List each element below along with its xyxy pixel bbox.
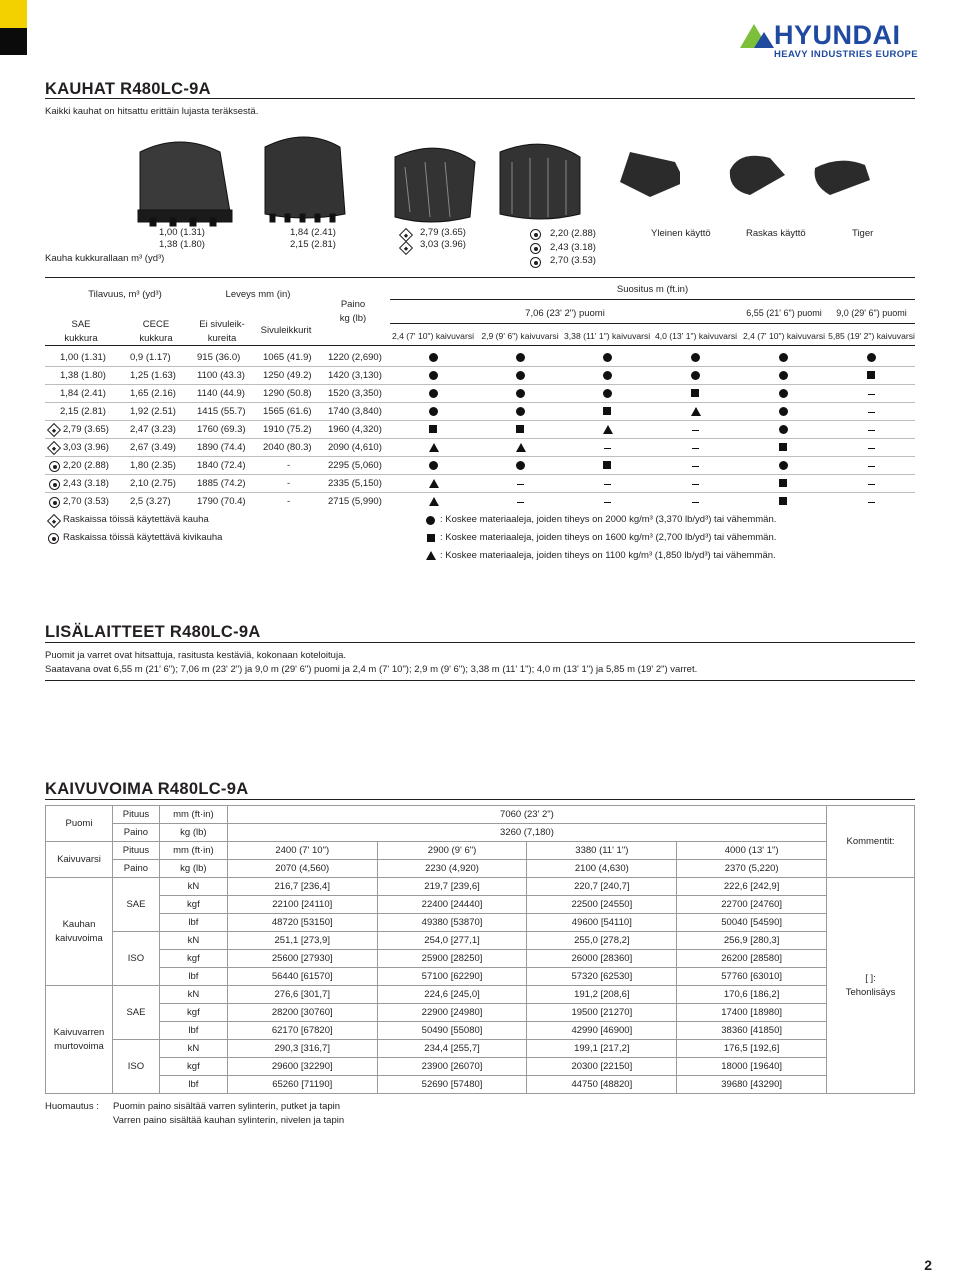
- cell-no-side: 1760 (69.3): [197, 424, 246, 435]
- dot-mark-icon: [603, 389, 612, 398]
- square-mark-icon: [603, 461, 611, 469]
- tooth-tiger-icon: [815, 161, 870, 195]
- dash-mark-icon: [517, 484, 524, 485]
- diamond-icon: [47, 423, 61, 437]
- arm-force-value: 17400 [18980]: [677, 1004, 827, 1022]
- cell-no-side: 1890 (74.4): [197, 442, 246, 453]
- arm-force-value: 42990 [46900]: [527, 1022, 677, 1040]
- arm-force-value: 52690 [57480]: [377, 1076, 527, 1094]
- arm-header: 2,4 (7' 10") kaivuvarsi: [391, 331, 475, 341]
- dash-mark-icon: [868, 430, 875, 431]
- dash-mark-icon: [692, 484, 699, 485]
- cell-sae: 2,43 (3.18): [63, 478, 109, 489]
- brand-sub: HEAVY INDUSTRIES EUROPE: [774, 49, 918, 60]
- bucket-force-value: 222,6 [242,9]: [677, 878, 827, 896]
- dash-mark-icon: [692, 466, 699, 467]
- arm-length: 3380 (11' 1"): [527, 842, 677, 860]
- cell-sae: 2,79 (3.65): [63, 424, 109, 435]
- cell-side: 2040 (80.3): [263, 442, 312, 453]
- cell-sae: 2,15 (2.81): [60, 406, 106, 417]
- unit-kg: kg (lb): [159, 860, 227, 878]
- square-mark-icon: [867, 371, 875, 379]
- bucket-force-value: 219,7 [239,6]: [377, 878, 527, 896]
- arm-force-value: 224,6 [245,0]: [377, 986, 527, 1004]
- arm-force-value: 62170 [67820]: [227, 1022, 377, 1040]
- arm-force-value: 38360 [41850]: [677, 1022, 827, 1040]
- unit-force: kgf: [159, 896, 227, 914]
- table-row: [46, 878, 915, 896]
- cell-sae: 2,20 (2.88): [63, 460, 109, 471]
- dash-mark-icon: [692, 430, 699, 431]
- legend-diamond: Raskaissa töissä käytettävä kauha: [63, 514, 209, 525]
- cell-sae: 2,70 (3.53): [63, 496, 109, 507]
- dash-mark-icon: [517, 502, 524, 503]
- brackets-label: [ ]: Tehonlisäys: [827, 878, 915, 1094]
- arm-length: 2400 (7' 10"): [227, 842, 377, 860]
- bucket-force-value: 25900 [28250]: [377, 950, 527, 968]
- unit-force: lbf: [159, 968, 227, 986]
- cell-sae: 3,03 (3.96): [63, 442, 109, 453]
- cell-side: 1910 (75.2): [263, 424, 312, 435]
- unit-force: lbf: [159, 914, 227, 932]
- note-label: Huomautus :: [45, 1101, 99, 1112]
- bucket-force-value: 216,7 [236,4]: [227, 878, 377, 896]
- dash-mark-icon: [692, 502, 699, 503]
- arm-force-value: 176,5 [192,6]: [677, 1040, 827, 1058]
- square-mark-icon: [691, 389, 699, 397]
- bucket-force-value: 22700 [24760]: [677, 896, 827, 914]
- bucket-force-value: 26000 [28360]: [527, 950, 677, 968]
- cell-no-side: 1100 (43.3): [197, 370, 245, 381]
- dash-mark-icon: [868, 448, 875, 449]
- table-row: [46, 986, 915, 1004]
- bucket-force-value: 256,9 [280,3]: [677, 932, 827, 950]
- unit-force: kN: [159, 932, 227, 950]
- cell-side: -: [287, 460, 291, 471]
- col-no-side: Ei sivuleik- kureita: [192, 318, 252, 346]
- col-side: Sivuleikkurit: [255, 325, 317, 336]
- dash-mark-icon: [868, 502, 875, 503]
- boom-weight: 3260 (7,180): [227, 824, 826, 842]
- bucket-force-value: 220,7 [240,7]: [527, 878, 677, 896]
- col-weight: Paino kg (lb): [322, 298, 384, 326]
- square-mark-icon: [779, 479, 787, 487]
- digging-title: KAIVUVOIMA R480LC-9A: [45, 780, 249, 798]
- dash-mark-icon: [692, 448, 699, 449]
- standard-iso: ISO: [112, 1040, 159, 1094]
- col-sae: SAE kukkura: [45, 318, 117, 346]
- arm-header: 4,0 (13' 1") kaivuvarsi: [652, 331, 740, 341]
- cell-weight: 2715 (5,990): [328, 496, 382, 507]
- diamond-icon: [47, 441, 61, 455]
- bullseye-icon: [49, 461, 60, 472]
- dash-mark-icon: [604, 502, 611, 503]
- cell-cece: 1,65 (2.16): [130, 388, 176, 399]
- triangle-mark-icon: [603, 425, 613, 434]
- unit-force: kgf: [159, 1058, 227, 1076]
- dot-mark-icon: [516, 407, 525, 416]
- dot-mark-icon: [779, 353, 788, 362]
- bullseye-icon: [49, 479, 60, 490]
- bucket-force-value: 50040 [54590]: [677, 914, 827, 932]
- dot-icon: [426, 516, 435, 525]
- bucket-caption: Kauha kukkurallaan m³ (yd³): [45, 253, 165, 264]
- group4-list: 2,20 (2.88) 2,43 (3.18) 2,70 (3.53): [550, 228, 596, 266]
- page-number: 2: [924, 1257, 932, 1273]
- cell-side: 1565 (61.6): [263, 406, 312, 417]
- square-mark-icon: [516, 425, 524, 433]
- bucket-force-value: 49600 [54110]: [527, 914, 677, 932]
- triangle-mark-icon: [691, 407, 701, 416]
- arm-length: 4000 (13' 1"): [677, 842, 827, 860]
- dot-mark-icon: [429, 461, 438, 470]
- legend-square: : Koskee materiaaleja, joiden tiheys on 1600 kg/m³ (2,700 lb/yd³) tai vähemmän.: [440, 532, 777, 543]
- cell-weight: 1960 (4,320): [328, 424, 382, 435]
- cell-cece: 2,47 (3.23): [130, 424, 176, 435]
- cell-cece: 2,67 (3.49): [130, 442, 176, 453]
- triangle-mark-icon: [429, 497, 439, 506]
- arm-header: 3,38 (11' 1") kaivuvarsi: [564, 331, 651, 341]
- unit-force: kgf: [159, 1004, 227, 1022]
- unit-force: lbf: [159, 1076, 227, 1094]
- table-row: [46, 806, 915, 824]
- bucket-images: [120, 122, 680, 232]
- dot-mark-icon: [779, 371, 788, 380]
- rock-bucket-icon: [500, 144, 580, 219]
- cell-no-side: 1840 (72.4): [197, 460, 246, 471]
- dot-mark-icon: [691, 371, 700, 380]
- boom-7-06: 7,06 (23' 2") puomi: [390, 308, 740, 319]
- heavy-bucket-icon: [265, 137, 345, 222]
- cell-sae: 1,00 (1.31): [60, 352, 106, 363]
- arm-weight: 2070 (4,560): [227, 860, 377, 878]
- square-mark-icon: [603, 407, 611, 415]
- bucket-force-value: 26200 [28580]: [677, 950, 827, 968]
- bucket-force-value: 254,0 [277,1]: [377, 932, 527, 950]
- dash-mark-icon: [868, 466, 875, 467]
- square-mark-icon: [779, 497, 787, 505]
- note-line1: Puomin paino sisältää varren sylinterin, putket ja tapin: [113, 1101, 341, 1112]
- col-capacity: Tilavuus, m³ (yd³): [45, 289, 205, 300]
- dash-mark-icon: [868, 412, 875, 413]
- table-row: [46, 1058, 915, 1076]
- cell-weight: 1220 (2,690): [328, 352, 382, 363]
- table-row: [46, 1040, 915, 1058]
- row-label-bucket-force: Kauhan kaivuvoima: [46, 878, 113, 986]
- brand-name: HYUNDAI: [774, 20, 901, 50]
- table-row: [46, 968, 915, 986]
- dot-mark-icon: [779, 389, 788, 398]
- cell-side: 1065 (41.9): [263, 352, 312, 363]
- cell-cece: 1,25 (1.63): [130, 370, 176, 381]
- group2-list: 1,84 (2.41) 2,15 (2.81): [290, 227, 336, 250]
- param-weight: Paino: [112, 860, 159, 878]
- standard-iso: ISO: [112, 932, 159, 986]
- table-row: [46, 860, 915, 878]
- unit-force: lbf: [159, 1022, 227, 1040]
- boom-6-55: 6,55 (21' 6") puomi: [742, 308, 826, 318]
- dot-mark-icon: [429, 389, 438, 398]
- dot-mark-icon: [603, 371, 612, 380]
- square-icon: [427, 534, 435, 542]
- cell-no-side: 915 (36.0): [197, 352, 241, 363]
- cell-side: 1250 (49.2): [263, 370, 312, 381]
- arm-force-value: 191,2 [208,6]: [527, 986, 677, 1004]
- unit-mm: mm (ft·in): [159, 806, 227, 824]
- bucket-force-value: 22400 [24440]: [377, 896, 527, 914]
- dash-mark-icon: [604, 484, 611, 485]
- group3-list: 2,79 (3.65) 3,03 (3.96): [420, 227, 466, 250]
- table-row: [46, 950, 915, 968]
- arm-force-value: 234,4 [255,7]: [377, 1040, 527, 1058]
- triangle-mark-icon: [429, 443, 439, 452]
- cell-cece: 2,5 (3.27): [130, 496, 171, 507]
- arm-force-value: 28200 [30760]: [227, 1004, 377, 1022]
- bullseye-icon: [48, 533, 59, 544]
- arm-header: 5,85 (19' 2") kaivuvarsi: [828, 331, 915, 341]
- legend-dot: : Koskee materiaaleja, joiden tiheys on 2000 kg/m³ (3,370 lb/yd³) tai vähemmän.: [440, 514, 777, 525]
- table-row: [46, 1004, 915, 1022]
- square-mark-icon: [429, 425, 437, 433]
- cell-side: -: [287, 496, 291, 507]
- table-row: [46, 1022, 915, 1040]
- tooth-images: [720, 140, 900, 210]
- dot-mark-icon: [867, 353, 876, 362]
- cell-no-side: 1790 (70.4): [197, 496, 246, 507]
- cell-cece: 0,9 (1.17): [130, 352, 171, 363]
- digging-force-table: [45, 805, 915, 1094]
- cell-weight: 1420 (3,130): [328, 370, 382, 381]
- heavy-duty-bucket-icon: [395, 148, 475, 222]
- bucket-force-value: 57100 [62290]: [377, 968, 527, 986]
- arm-force-value: 23900 [26070]: [377, 1058, 527, 1076]
- arm-force-value: 22900 [24980]: [377, 1004, 527, 1022]
- bucket-force-value: 49380 [53870]: [377, 914, 527, 932]
- standard-sae: SAE: [112, 986, 159, 1040]
- arm-force-value: 39680 [43290]: [677, 1076, 827, 1094]
- group1-list: 1,00 (1.31) 1,38 (1.80): [159, 227, 205, 250]
- legend-triangle: : Koskee materiaaleja, joiden tiheys on 1100 kg/m³ (1,850 lb/yd³) tai vähemmän.: [440, 550, 776, 561]
- dot-mark-icon: [779, 407, 788, 416]
- bucket-force-value: 56440 [61570]: [227, 968, 377, 986]
- arm-force-value: 199,1 [217,2]: [527, 1040, 677, 1058]
- bucket-force-value: 48720 [53150]: [227, 914, 377, 932]
- cell-weight: 2295 (5,060): [328, 460, 382, 471]
- param-length: Pituus: [112, 806, 159, 824]
- table-row: [46, 932, 915, 950]
- cell-cece: 1,92 (2.51): [130, 406, 176, 417]
- attachments-line1: Puomit ja varret ovat hitsattuja, rasitusta kestäviä, kokonaan koteloituja.: [45, 650, 346, 661]
- param-length: Pituus: [112, 842, 159, 860]
- square-mark-icon: [779, 443, 787, 451]
- arm-force-value: 290,3 [316,7]: [227, 1040, 377, 1058]
- cell-weight: 1520 (3,350): [328, 388, 382, 399]
- unit-kg: kg (lb): [159, 824, 227, 842]
- tooth-general-icon: [620, 152, 680, 197]
- dash-mark-icon: [868, 394, 875, 395]
- cell-cece: 1,80 (2.35): [130, 460, 176, 471]
- cell-sae: 1,38 (1.80): [60, 370, 106, 381]
- arm-force-value: 19500 [21270]: [527, 1004, 677, 1022]
- dot-mark-icon: [691, 353, 700, 362]
- cell-weight: 1740 (3,840): [328, 406, 382, 417]
- diamond-icon: [399, 241, 413, 255]
- arm-weight: 2370 (5,220): [677, 860, 827, 878]
- arm-weight: 2230 (4,920): [377, 860, 527, 878]
- cell-cece: 2,10 (2.75): [130, 478, 176, 489]
- table-row: [46, 1076, 915, 1094]
- arm-length: 2900 (9' 6"): [377, 842, 527, 860]
- dot-mark-icon: [516, 371, 525, 380]
- boom-length: 7060 (23' 2"): [227, 806, 826, 824]
- tooth-heavy-icon: [730, 156, 785, 195]
- bucket-force-value: 57320 [62530]: [527, 968, 677, 986]
- table-row: [46, 896, 915, 914]
- table-row: [46, 914, 915, 932]
- standard-sae: SAE: [112, 878, 159, 932]
- dot-mark-icon: [516, 389, 525, 398]
- boom-9-0: 9,0 (29' 6") puomi: [828, 308, 915, 318]
- diamond-icon: [47, 514, 61, 528]
- bucket-force-value: 22100 [24110]: [227, 896, 377, 914]
- arm-weight: 2100 (4,630): [527, 860, 677, 878]
- arm-force-value: 50490 [55080]: [377, 1022, 527, 1040]
- arm-force-value: 276,6 [301,7]: [227, 986, 377, 1004]
- tooth-general-label: Yleinen käyttö: [651, 228, 711, 239]
- col-recommendation: Suositus m (ft.in): [390, 284, 915, 295]
- row-label-boom: Puomi: [46, 806, 113, 842]
- arm-force-value: 18000 [19640]: [677, 1058, 827, 1076]
- arm-force-value: 170,6 [186,2]: [677, 986, 827, 1004]
- dot-mark-icon: [603, 353, 612, 362]
- cell-sae: 1,84 (2.41): [60, 388, 106, 399]
- row-label-arm-force: Kaivuvarren murtovoima: [46, 986, 113, 1094]
- arm-force-value: 29600 [32290]: [227, 1058, 377, 1076]
- triangle-mark-icon: [429, 479, 439, 488]
- row-label-arm: Kaivuvarsi: [46, 842, 113, 878]
- legend-bullseye: Raskaissa töissä käytettävä kivikauha: [63, 532, 223, 543]
- triangle-mark-icon: [516, 443, 526, 452]
- triangle-icon: [426, 551, 436, 560]
- attachments-title: LISÄLAITTEET R480LC-9A: [45, 623, 261, 641]
- attachments-line2: Saatavana ovat 6,55 m (21' 6"); 7,06 m (23' 2") ja 9,0 m (29' 6") puomi ja 2,4 m (7' 10"); 2,9 m (9' 6"); 3,38 m (11' 1"); 4,0 m (13' 1") ja 5,85 m (19' 2") varret.: [45, 664, 698, 675]
- dot-mark-icon: [516, 353, 525, 362]
- unit-force: kN: [159, 1040, 227, 1058]
- comments-label: Kommentit:: [827, 806, 915, 878]
- col-width: Leveys mm (in): [196, 289, 320, 300]
- bucket-force-value: 255,0 [278,2]: [527, 932, 677, 950]
- corner-tab: [0, 0, 27, 55]
- note-line2: Varren paino sisältää kauhan sylinterin, nivelen ja tapin: [113, 1115, 345, 1126]
- unit-force: kgf: [159, 950, 227, 968]
- cell-side: -: [287, 478, 291, 489]
- cell-no-side: 1885 (74.2): [197, 478, 246, 489]
- cell-no-side: 1140 (44.9): [197, 388, 245, 399]
- dot-mark-icon: [429, 407, 438, 416]
- cell-no-side: 1415 (55.7): [197, 406, 246, 417]
- hyundai-logo: [740, 22, 920, 62]
- arm-force-value: 20300 [22150]: [527, 1058, 677, 1076]
- bucket-force-value: 22500 [24550]: [527, 896, 677, 914]
- bullseye-icon: [530, 257, 541, 268]
- arm-header: 2,9 (9' 6") kaivuvarsi: [478, 331, 562, 341]
- buckets-title: KAUHAT R480LC-9A: [45, 80, 211, 98]
- bullseye-icon: [49, 497, 60, 508]
- unit-force: kN: [159, 878, 227, 896]
- bucket-force-value: 25600 [27930]: [227, 950, 377, 968]
- arm-header: 2,4 (7' 10") kaivuvarsi: [742, 331, 826, 341]
- dot-mark-icon: [429, 371, 438, 380]
- bullseye-icon: [530, 243, 541, 254]
- table-row: [46, 842, 915, 860]
- dash-mark-icon: [604, 448, 611, 449]
- tooth-heavy-label: Raskas käyttö: [746, 228, 806, 239]
- table-row: [46, 824, 915, 842]
- cell-side: 1290 (50.8): [263, 388, 312, 399]
- param-weight: Paino: [112, 824, 159, 842]
- dot-mark-icon: [779, 425, 788, 434]
- arm-force-value: 65260 [71190]: [227, 1076, 377, 1094]
- dot-mark-icon: [516, 461, 525, 470]
- bucket-force-value: 251,1 [273,9]: [227, 932, 377, 950]
- col-cece: CECE kukkura: [120, 318, 192, 346]
- cell-weight: 2335 (5,150): [328, 478, 382, 489]
- bucket-force-value: 57760 [63010]: [677, 968, 827, 986]
- divider: [45, 98, 915, 99]
- dot-mark-icon: [429, 353, 438, 362]
- buckets-subtitle: Kaikki kauhat on hitsattu erittäin lujasta teräksestä.: [45, 106, 259, 117]
- general-bucket-icon: [138, 142, 232, 226]
- unit-force: kN: [159, 986, 227, 1004]
- unit-mm: mm (ft·in): [159, 842, 227, 860]
- cell-weight: 2090 (4,610): [328, 442, 382, 453]
- dash-mark-icon: [868, 484, 875, 485]
- dot-mark-icon: [779, 461, 788, 470]
- arm-force-value: 44750 [48820]: [527, 1076, 677, 1094]
- bullseye-icon: [530, 229, 541, 240]
- tooth-tiger-label: Tiger: [852, 228, 874, 239]
